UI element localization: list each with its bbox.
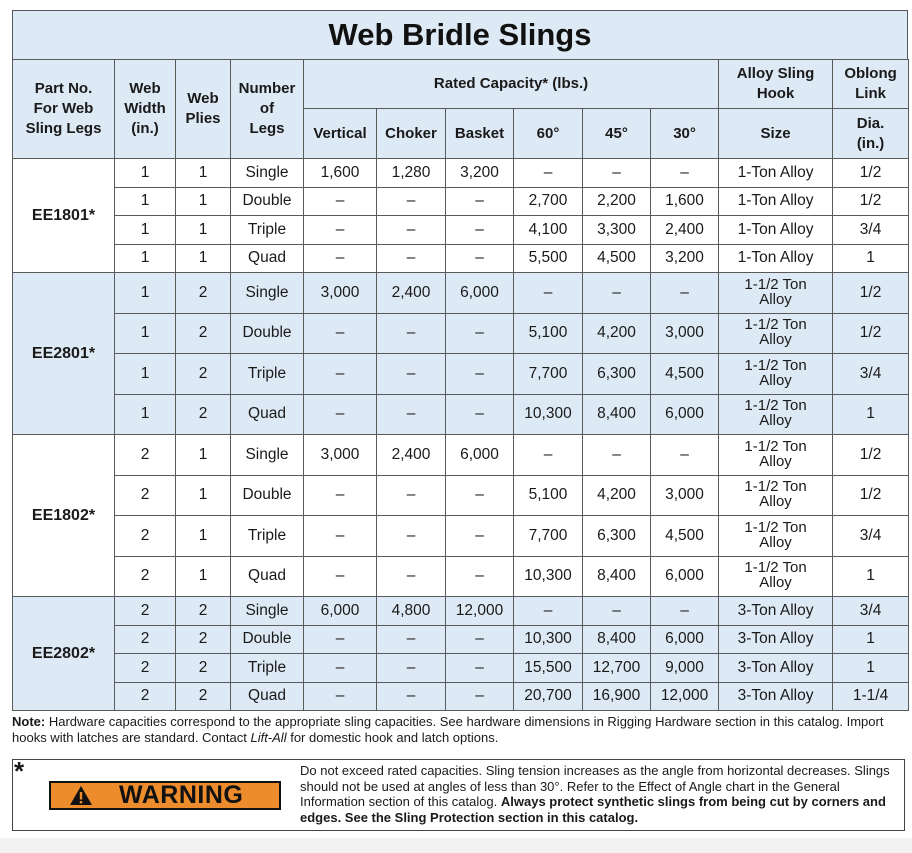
cell-legs: Single (231, 597, 304, 626)
cell-a45: 6,300 (583, 516, 651, 557)
cell-a45: 16,900 (583, 682, 651, 711)
cell-hook (719, 394, 833, 435)
cell-a60: 5,100 (514, 313, 583, 354)
cell-width: 2 (115, 625, 176, 654)
cell-width: 1 (115, 216, 176, 245)
hook-size-line-2: Alloy (759, 533, 792, 551)
cell-legs: Single (231, 159, 304, 188)
cell-choker: 2,400 (377, 435, 446, 476)
cell-a60: 5,500 (514, 244, 583, 273)
spec-table-body (13, 159, 909, 711)
cell-width: 2 (115, 682, 176, 711)
table-row (13, 597, 909, 626)
table-row (13, 625, 909, 654)
warning-bold-text: Always protect synthetic slings from being cut by corners and edges. See the Sling Protection section in this catalog. (300, 794, 886, 825)
cell-basket: – (446, 625, 514, 654)
cell-hook (719, 354, 833, 395)
cell-choker: – (377, 394, 446, 435)
cell-plies: 1 (176, 187, 231, 216)
cell-width: 1 (115, 394, 176, 435)
cell-vertical: – (304, 654, 377, 683)
cell-link: 3/4 (833, 354, 909, 395)
cell-a45: 12,700 (583, 654, 651, 683)
cell-hook (719, 435, 833, 476)
cell-hook (719, 273, 833, 314)
hook-size-line-1: 1-1/2 Ton (744, 559, 807, 577)
cell-basket: 12,000 (446, 597, 514, 626)
header-oblong-link: Oblong Link (833, 60, 909, 109)
cell-a60: – (514, 159, 583, 188)
cell-a45: 8,400 (583, 625, 651, 654)
header-60-degree: 60° (514, 109, 583, 159)
cell-hook: 3-Ton Alloy (719, 625, 833, 654)
header-hook-size: Size (719, 109, 833, 159)
cell-width: 1 (115, 244, 176, 273)
cell-a45: 4,200 (583, 313, 651, 354)
cell-a45: – (583, 159, 651, 188)
cell-a30: 6,000 (651, 556, 719, 597)
cell-a30: – (651, 159, 719, 188)
header-number-of-legs: Number of Legs (231, 60, 304, 159)
cell-a30: 6,000 (651, 394, 719, 435)
hook-size-line-2: Alloy (759, 574, 792, 592)
cell-width: 1 (115, 187, 176, 216)
cell-choker: – (377, 682, 446, 711)
hook-size-line-2: Alloy (759, 412, 792, 430)
cell-vertical: – (304, 556, 377, 597)
cell-vertical: – (304, 516, 377, 557)
header-part-no: Part No. For Web Sling Legs (13, 60, 115, 159)
cell-vertical: – (304, 187, 377, 216)
cell-basket: – (446, 313, 514, 354)
cell-a30: – (651, 435, 719, 476)
cell-legs: Double (231, 187, 304, 216)
table-row (13, 435, 909, 476)
warning-triangle-icon (69, 785, 93, 806)
table-row (13, 654, 909, 683)
cell-choker: – (377, 354, 446, 395)
cell-a45: – (583, 273, 651, 314)
cell-a30: 1,600 (651, 187, 719, 216)
cell-a45: – (583, 435, 651, 476)
cell-a45: 4,200 (583, 475, 651, 516)
table-row (13, 556, 909, 597)
footnote (12, 714, 908, 745)
header-web-plies: Web Plies (176, 60, 231, 159)
cell-width: 2 (115, 435, 176, 476)
cell-width: 2 (115, 475, 176, 516)
cell-legs: Triple (231, 654, 304, 683)
cell-width: 2 (115, 654, 176, 683)
cell-choker: – (377, 244, 446, 273)
warning-text (300, 763, 900, 825)
cell-legs: Quad (231, 244, 304, 273)
table-row (13, 313, 909, 354)
warning-asterisk: * (14, 756, 25, 786)
page-title: Web Bridle Slings (12, 10, 908, 60)
cell-a60: 4,100 (514, 216, 583, 245)
cell-plies: 2 (176, 394, 231, 435)
cell-legs: Double (231, 313, 304, 354)
cell-basket: 6,000 (446, 435, 514, 476)
hook-size-line-1: 1-1/2 Ton (744, 518, 807, 536)
cell-plies: 2 (176, 313, 231, 354)
cell-plies: 2 (176, 273, 231, 314)
cell-plies: 1 (176, 556, 231, 597)
cell-a30: 4,500 (651, 516, 719, 557)
cell-a45: 8,400 (583, 556, 651, 597)
cell-choker: 1,280 (377, 159, 446, 188)
cell-a60: 7,700 (514, 516, 583, 557)
cell-link: 1/2 (833, 435, 909, 476)
hook-size-line-1: 1-1/2 Ton (744, 437, 807, 455)
hook-size-line-1: 1-1/2 Ton (744, 356, 807, 374)
cell-vertical: – (304, 394, 377, 435)
cell-legs: Quad (231, 682, 304, 711)
cell-choker: – (377, 516, 446, 557)
cell-basket: – (446, 354, 514, 395)
cell-a45: 8,400 (583, 394, 651, 435)
cell-choker: – (377, 654, 446, 683)
header-web-width: Web Width (in.) (115, 60, 176, 159)
cell-hook: 3-Ton Alloy (719, 654, 833, 683)
cell-plies: 1 (176, 159, 231, 188)
cell-legs: Double (231, 625, 304, 654)
note-brand: Lift-All (250, 729, 287, 745)
cell-a60: – (514, 435, 583, 476)
cell-a45: – (583, 597, 651, 626)
cell-plies: 1 (176, 516, 231, 557)
cell-basket: – (446, 556, 514, 597)
part-number-cell: EE2801* (13, 273, 115, 435)
cell-plies: 2 (176, 597, 231, 626)
table-row (13, 682, 909, 711)
cell-link: 1 (833, 654, 909, 683)
hook-size-line-1: 1-1/2 Ton (744, 316, 807, 334)
table-row (13, 394, 909, 435)
cell-link: 1/2 (833, 187, 909, 216)
cell-choker: 4,800 (377, 597, 446, 626)
header-45-degree: 45° (583, 109, 651, 159)
cell-a60: 7,700 (514, 354, 583, 395)
cell-width: 1 (115, 273, 176, 314)
cell-choker: 2,400 (377, 273, 446, 314)
cell-hook: 3-Ton Alloy (719, 597, 833, 626)
header-30-degree: 30° (651, 109, 719, 159)
header-vertical: Vertical (304, 109, 377, 159)
cell-vertical: – (304, 216, 377, 245)
cell-vertical: – (304, 244, 377, 273)
cell-plies: 2 (176, 654, 231, 683)
cell-hook: 1-Ton Alloy (719, 159, 833, 188)
note-text-2: for domestic hook and latch options. (286, 729, 499, 745)
warning-label: WARNING (119, 781, 244, 809)
cell-a45: 2,200 (583, 187, 651, 216)
part-number-cell: EE2802* (13, 597, 115, 711)
cell-basket: – (446, 216, 514, 245)
table-row (13, 187, 909, 216)
cell-a60: 2,700 (514, 187, 583, 216)
cell-link: 3/4 (833, 216, 909, 245)
cell-basket: – (446, 475, 514, 516)
cell-a30: – (651, 597, 719, 626)
cell-hook (719, 475, 833, 516)
cell-legs: Single (231, 273, 304, 314)
cell-vertical: 3,000 (304, 435, 377, 476)
header-choker: Choker (377, 109, 446, 159)
hook-size-line-1: 1-1/2 Ton (744, 397, 807, 415)
cell-width: 1 (115, 313, 176, 354)
hook-size-line-2: Alloy (759, 290, 792, 308)
cell-legs: Single (231, 435, 304, 476)
cell-link: 1 (833, 244, 909, 273)
hook-size-line-2: Alloy (759, 493, 792, 511)
cell-hook (719, 516, 833, 557)
cell-legs: Triple (231, 354, 304, 395)
cell-basket: – (446, 394, 514, 435)
table-row (13, 354, 909, 395)
cell-plies: 1 (176, 244, 231, 273)
cell-basket: 6,000 (446, 273, 514, 314)
cell-choker: – (377, 187, 446, 216)
cell-link: 1/2 (833, 159, 909, 188)
cell-plies: 1 (176, 475, 231, 516)
cell-a30: 12,000 (651, 682, 719, 711)
cell-link: 1 (833, 394, 909, 435)
cell-a45: 3,300 (583, 216, 651, 245)
cell-width: 1 (115, 354, 176, 395)
cell-vertical: – (304, 354, 377, 395)
cell-vertical: – (304, 682, 377, 711)
spec-table (12, 59, 909, 711)
warning-body: Do not exceed rated capacities. Sling tension increases as the angle from horizontal decreases. Slings should not be used at angles of less than 30°. Refer to the Effect of Angle chart in the General Information section of this catalog. (300, 763, 890, 810)
table-row (13, 273, 909, 314)
cell-a60: 10,300 (514, 625, 583, 654)
table-row (13, 159, 909, 188)
cell-choker: – (377, 625, 446, 654)
cell-a60: – (514, 273, 583, 314)
cell-link: 1/2 (833, 313, 909, 354)
cell-width: 1 (115, 159, 176, 188)
cell-a60: 20,700 (514, 682, 583, 711)
cell-link: 1 (833, 625, 909, 654)
cell-choker: – (377, 313, 446, 354)
cell-width: 2 (115, 556, 176, 597)
cell-hook (719, 313, 833, 354)
cell-legs: Triple (231, 516, 304, 557)
cell-vertical: – (304, 475, 377, 516)
cell-vertical: – (304, 625, 377, 654)
cell-a60: 5,100 (514, 475, 583, 516)
cell-a30: 2,400 (651, 216, 719, 245)
cell-link: 1 (833, 556, 909, 597)
cell-a60: 10,300 (514, 394, 583, 435)
warning-badge (49, 781, 281, 810)
cell-hook: 1-Ton Alloy (719, 216, 833, 245)
cell-basket: – (446, 244, 514, 273)
cell-plies: 1 (176, 435, 231, 476)
cell-a60: 10,300 (514, 556, 583, 597)
table-row (13, 244, 909, 273)
cell-plies: 1 (176, 216, 231, 245)
cell-plies: 2 (176, 354, 231, 395)
cell-vertical: 1,600 (304, 159, 377, 188)
part-number-cell: EE1802* (13, 435, 115, 597)
footer-band (0, 838, 912, 853)
cell-choker: – (377, 556, 446, 597)
header-alloy-sling-hook: Alloy Sling Hook (719, 60, 833, 109)
hook-size-line-1: 1-1/2 Ton (744, 275, 807, 293)
cell-link: 3/4 (833, 516, 909, 557)
cell-a30: – (651, 273, 719, 314)
part-number-cell: EE1801* (13, 159, 115, 273)
cell-legs: Quad (231, 556, 304, 597)
cell-choker: – (377, 475, 446, 516)
cell-link: 3/4 (833, 597, 909, 626)
cell-basket: – (446, 682, 514, 711)
cell-a30: 9,000 (651, 654, 719, 683)
cell-a30: 6,000 (651, 625, 719, 654)
cell-hook (719, 556, 833, 597)
header-rated-capacity: Rated Capacity* (lbs.) (304, 60, 719, 109)
cell-vertical: – (304, 313, 377, 354)
cell-width: 2 (115, 597, 176, 626)
cell-choker: – (377, 216, 446, 245)
cell-link: 1/2 (833, 475, 909, 516)
header-basket: Basket (446, 109, 514, 159)
cell-hook: 3-Ton Alloy (719, 682, 833, 711)
cell-a30: 4,500 (651, 354, 719, 395)
cell-hook: 1-Ton Alloy (719, 187, 833, 216)
cell-basket: 3,200 (446, 159, 514, 188)
table-row (13, 475, 909, 516)
header-link-dia: Dia. (in.) (833, 109, 909, 159)
note-text-1: Hardware capacities correspond to the appropriate sling capacities. See hardware dimensions in Rigging Hardware section in this catalog. Import hooks with latches are standard. Contact (12, 714, 884, 745)
cell-link: 1/2 (833, 273, 909, 314)
cell-legs: Double (231, 475, 304, 516)
cell-legs: Triple (231, 216, 304, 245)
cell-a60: – (514, 597, 583, 626)
hook-size-line-2: Alloy (759, 331, 792, 349)
cell-basket: – (446, 516, 514, 557)
cell-a30: 3,000 (651, 313, 719, 354)
cell-a60: 15,500 (514, 654, 583, 683)
hook-size-line-2: Alloy (759, 371, 792, 389)
cell-vertical: 6,000 (304, 597, 377, 626)
cell-vertical: 3,000 (304, 273, 377, 314)
hook-size-line-1: 1-1/2 Ton (744, 478, 807, 496)
cell-a30: 3,000 (651, 475, 719, 516)
cell-hook: 1-Ton Alloy (719, 244, 833, 273)
table-row (13, 216, 909, 245)
cell-legs: Quad (231, 394, 304, 435)
hook-size-line-2: Alloy (759, 452, 792, 470)
cell-plies: 2 (176, 682, 231, 711)
cell-a30: 3,200 (651, 244, 719, 273)
cell-a45: 4,500 (583, 244, 651, 273)
cell-plies: 2 (176, 625, 231, 654)
cell-a45: 6,300 (583, 354, 651, 395)
cell-width: 2 (115, 516, 176, 557)
cell-link: 1-1/4 (833, 682, 909, 711)
cell-basket: – (446, 187, 514, 216)
cell-basket: – (446, 654, 514, 683)
note-label: Note: (12, 714, 46, 729)
table-row (13, 516, 909, 557)
